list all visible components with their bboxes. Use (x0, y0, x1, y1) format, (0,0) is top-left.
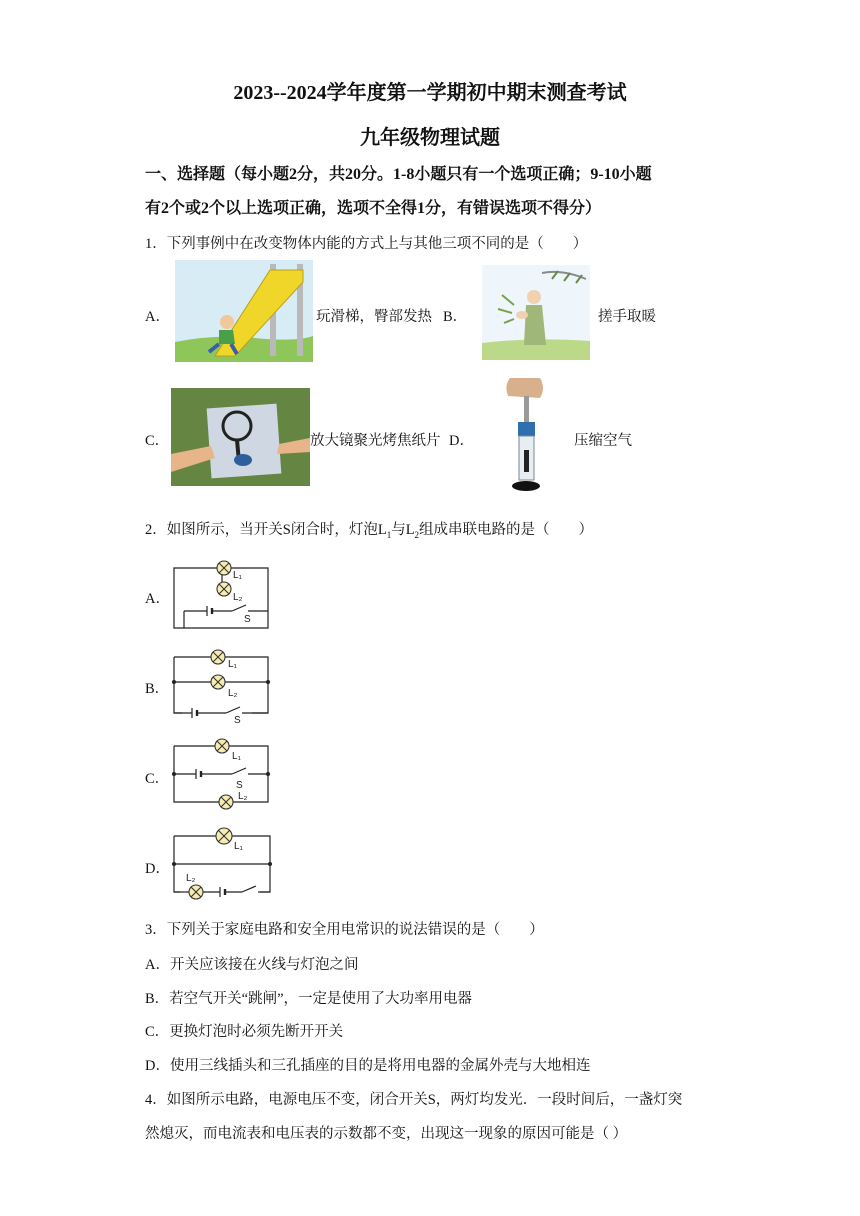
q2-l2-subscript: 2 (414, 529, 420, 540)
lamp-l1-icon (216, 828, 232, 844)
rubbing-hands-image (482, 265, 590, 360)
q2-stem (145, 518, 593, 540)
q3-option-a: A．开关应该接在火线与灯泡之间 (145, 957, 359, 973)
label-s: S (236, 780, 243, 791)
label-l1: L₁ (228, 659, 237, 670)
lamp-l2-icon (211, 675, 225, 689)
q1-option-a-text: 玩滑梯，臀部发热 (316, 309, 432, 325)
label-l2: L₂ (186, 873, 196, 884)
q3-option-b: B．若空气开关“跳闸”，一定是使用了大功率用电器 (145, 991, 473, 1007)
q2-option-a-letter: A． (145, 591, 170, 607)
q2-l2-symbol: L (405, 522, 415, 538)
q2-option-b-letter: B． (145, 681, 170, 697)
q2-stem-part2: 与 (391, 522, 406, 538)
q3-option-d: D．使用三线插头和三孔插座的目的是将用电器的金属外壳与大地相连 (145, 1058, 591, 1074)
exam-title: 2023--2024学年度第一学期初中期末测查考试 (233, 82, 627, 104)
q1-option-c-letter: C． (145, 433, 170, 449)
label-l1: L₁ (234, 841, 243, 852)
q3-option-c: C．更换灯泡时必须先断开开关 (145, 1024, 344, 1040)
q4-stem-line1: 4．如图所示电路，电源电压不变，闭合开关S，两灯均发光．一段时间后，一盏灯突 (145, 1092, 683, 1108)
magnifier-image (171, 388, 310, 486)
label-l2: L₂ (228, 688, 238, 699)
q1-option-b-text: 搓手取暖 (598, 309, 656, 325)
lamp-l2-icon (219, 795, 233, 809)
lamp-l2-icon (217, 582, 231, 596)
lamp-l2-icon (189, 885, 203, 899)
q2-option-d-letter: D． (145, 861, 170, 877)
label-s: S (234, 715, 241, 725)
slide-image (175, 260, 313, 362)
air-pump-image (500, 376, 554, 497)
label-l1: L₁ (233, 570, 242, 581)
q1-option-c-text: 放大镜聚光烤焦纸片 (310, 433, 441, 449)
q2-stem-part3: 组成串联电路的是（ ） (419, 522, 594, 538)
q3-stem: 3．下列关于家庭电路和安全用电常识的说法错误的是（ ） (145, 922, 544, 938)
q2-l1-subscript: 1 (386, 529, 392, 540)
circuit-diagram-c (170, 736, 274, 816)
label-s: S (244, 614, 251, 625)
circuit-diagram-a (170, 556, 274, 632)
q1-option-d-letter: D． (449, 433, 474, 449)
lamp-l1-icon (215, 739, 229, 753)
q2-l1-symbol: L (377, 522, 387, 538)
section-heading-line2: 有2个或2个以上选项正确，选项不全得1分，有错误选项不得分） (145, 200, 602, 217)
label-l1: L₁ (232, 751, 241, 762)
lamp-l1-icon (217, 561, 231, 575)
circuit-diagram-d (170, 824, 276, 906)
label-l2: L₂ (238, 791, 248, 802)
q4-stem-line2: 然熄灭，而电流表和电压表的示数都不变，出现这一现象的原因可能是（ ） (145, 1126, 628, 1142)
lamp-l1-icon (211, 650, 225, 664)
q2-stem-part1: 2．如图所示，当开关S闭合时，灯泡 (145, 522, 378, 538)
label-l2: L₂ (233, 592, 243, 603)
q2-option-c-letter: C． (145, 771, 170, 787)
q1-option-a-letter: A． (145, 309, 170, 325)
circuit-diagram-b (170, 645, 274, 725)
q1-option-b-letter: B． (443, 309, 468, 325)
q1-option-d-text: 压缩空气 (574, 433, 632, 449)
q1-stem: 1．下列事例中在改变物体内能的方式上与其他三项不同的是（ ） (145, 236, 588, 252)
section-heading-line1: 一、选择题（每小题2分，共20分。1-8小题只有一个选项正确；9-10小题 (145, 166, 652, 183)
exam-subtitle: 九年级物理试题 (360, 127, 500, 149)
